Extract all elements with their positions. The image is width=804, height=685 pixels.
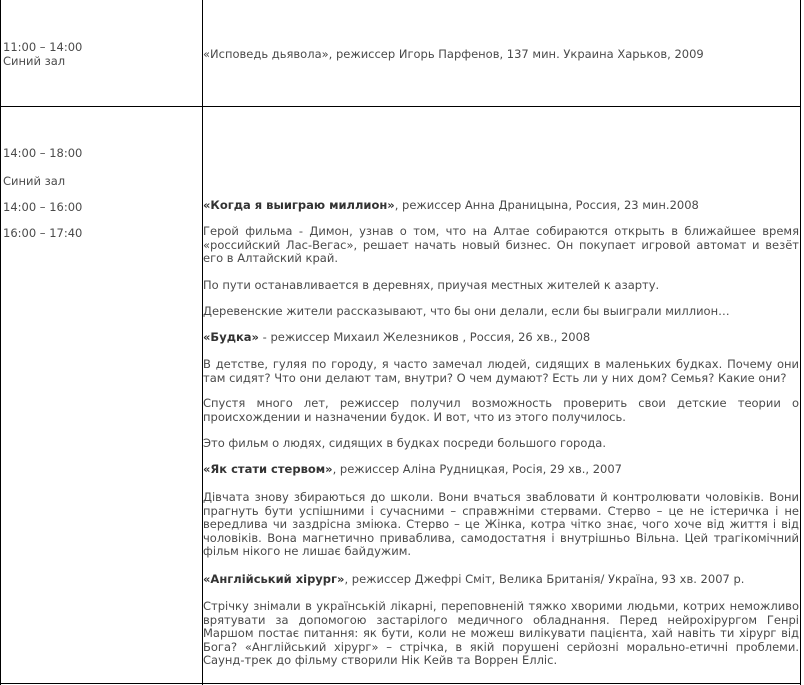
row-1-time: 11:00 – 14:00 bbox=[3, 40, 83, 54]
film-2-info: - режиссер Михаил Железников , Россия, 26 хв., 2008 bbox=[258, 330, 591, 344]
row-2-film-cell bbox=[203, 0, 799, 683]
film-4-title: «Англійський хірург» bbox=[203, 572, 345, 586]
film-1-paragraph-3: Деревенские жители рассказывают, что бы они делали, если бы выиграли миллион… bbox=[203, 304, 730, 318]
row-2-slot-2: 16:00 – 17:40 bbox=[3, 226, 83, 240]
film-2-title: «Будка» bbox=[203, 330, 259, 344]
film-2-heading bbox=[203, 331, 590, 344]
film-2-paragraph-2: Спустя много лет, режиссер получил возможность проверить свои детские теории о происхождении и назначении будок. И вот, что из этого получилось. bbox=[203, 396, 799, 424]
film-1-paragraph-1: Герой фильма - Димон, узнав о том, что на Алтае собираются открыть в ближайшее время «российский Лас-Вегас», решает начать новый бизнес. Он покупает игровой автомат и везёт его в Алтайский край. bbox=[203, 224, 799, 265]
table-border-bottom bbox=[0, 683, 801, 684]
film-2-paragraph-3: Это фильм о людях, сидящих в будках посреди большого города. bbox=[203, 436, 607, 450]
film-1-title: «Когда я выиграю миллион» bbox=[203, 198, 395, 212]
row-2-slot-1: 14:00 – 16:00 bbox=[3, 200, 83, 214]
film-3-title: «Як стати стервом» bbox=[203, 462, 333, 476]
film-4-paragraph-1: Стрічку знімали в українській лікарні, переповненій тяжко хворими людьми, котрих неможливо врятувати за допомогою застарілого медичного обладнання. Перед нейрохірургом Генрі Маршом постає питання: як бути, коли не можеш вилікувати пацієнта, хай навіть ти хірург від Бога? «Англійський хірург» – стрічка, в якій порушені серйозні морально-етичні проблеми. Саунд-трек до фільму створили Нік Кейв та Воррен Елліс. bbox=[203, 599, 799, 667]
film-2-paragraph-1: В детстве, гуляя по городу, я часто замечал людей, сидящих в маленьких будках. Почему они там сидят? Что они делают там, внутри? О чем думают? Есть ли у них дом? Семья? Какие они? bbox=[203, 357, 799, 385]
film-3-heading bbox=[203, 463, 622, 476]
row-1-hall: Синий зал bbox=[3, 54, 66, 68]
film-1-paragraph-2: По пути останавливается в деревнях, приучая местных жителей к азарту. bbox=[203, 278, 660, 292]
row-2-time-range: 14:00 – 18:00 bbox=[3, 146, 83, 160]
row-2-hall: Синий зал bbox=[3, 174, 66, 188]
film-1-heading bbox=[203, 199, 699, 212]
row-2-time-cell bbox=[3, 107, 199, 683]
table-border-right bbox=[800, 0, 801, 685]
film-4-heading bbox=[203, 573, 744, 586]
film-3-paragraph-1: Дівчата знову збираються до школи. Вони вчаться звабловати й контролювати чоловіків. Вони прагнуть бути успішними і сучасними – справжніми стервами. Стерво – це не істеричка і не вередлива чи заздрісна змiюка. Стерво – це Жінка, котра чітко знає, чого хоче від життя і від чоловіків. Вона магнетично приваблива, самодостатня і внутрішньо Вільна. Цей трагікомічний фільм нікого не лишає байдужим. bbox=[203, 490, 799, 558]
row-1-film: «Исповедь дьявола», режиссер Игорь Парфенов, 137 мин. Украина Харьков, 2009 bbox=[203, 47, 704, 61]
film-4-info: , режиссер Джефрі Сміт, Велика Британія/ Україна, 93 хв. 2007 р. bbox=[344, 572, 745, 586]
table-border-left bbox=[0, 0, 1, 685]
film-3-info: , режиссер Аліна Рудницкая, Росія, 29 хв., 2007 bbox=[332, 462, 622, 476]
film-1-info: , режиссер Анна Драницына, Россия, 23 мин.2008 bbox=[394, 198, 699, 212]
row-1-time-cell bbox=[3, 0, 199, 106]
